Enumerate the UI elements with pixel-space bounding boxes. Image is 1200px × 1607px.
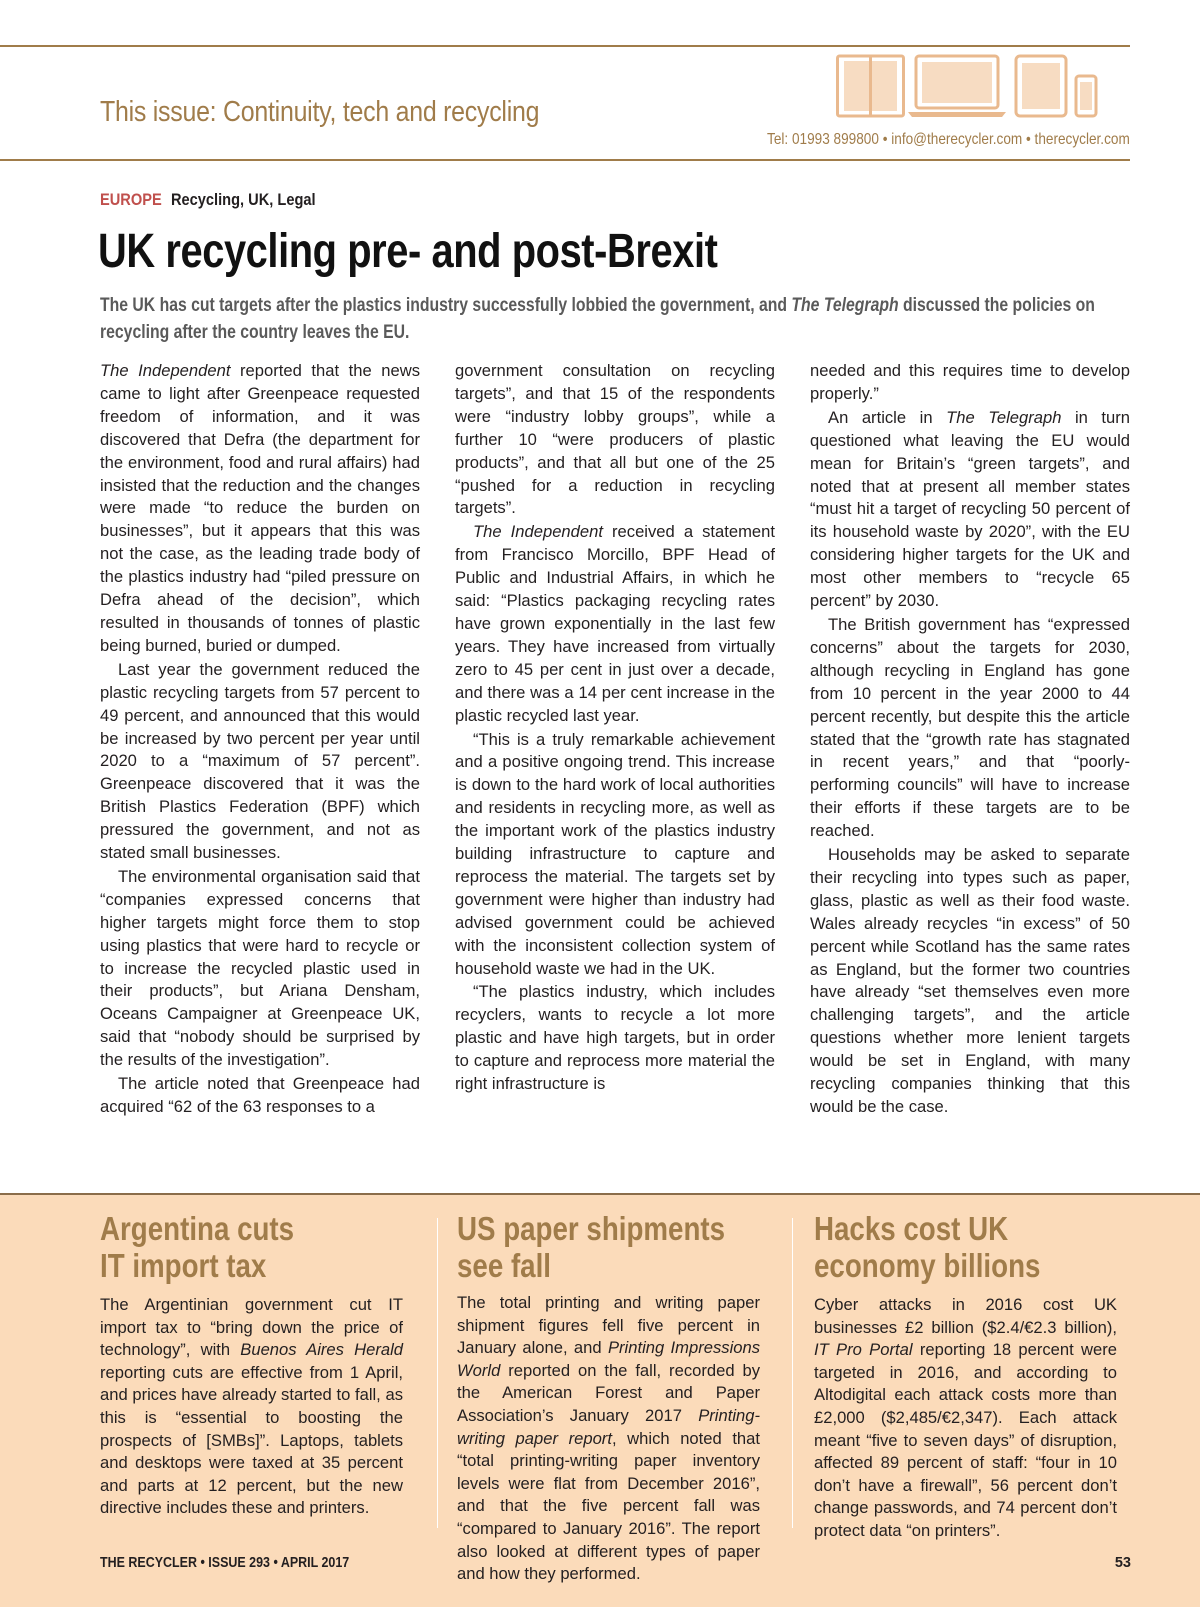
- paragraph: The article noted that Greenpeace had acquired “62 of the 63 responses to a: [100, 1074, 420, 1116]
- publication-name: Printing Impressions World: [457, 1338, 761, 1380]
- brief-argentina: [100, 1210, 403, 1520]
- report-name: Printing-writing paper report: [457, 1405, 760, 1448]
- paragraph: government consultation on recycling targets”, and that 15 of the respondents were “industry lobby groups”, while a further 10 “were producers of plastic products”, and that all but one of the 25 “pushed for a reduction in recycling targets”.: [455, 361, 775, 518]
- article-standfirst: [100, 292, 1138, 346]
- brief-text-part: reporting cuts are effective from 1 April, and prices have already started to fall, as this is “essential to boosting the prospects of [SMBs]”. Laptops, tablets and desktops were taxed at 35 percent and parts at 12 percent, but the new directive includes these and printers.: [100, 1362, 403, 1518]
- article-column-1: [100, 360, 420, 1120]
- publication-name: IT Pro Portal: [814, 1340, 913, 1360]
- brief-us-paper: [457, 1210, 760, 1586]
- paragraph-text: received a statement from Francisco Morcillo, BPF Head of Public and Industrial Affairs, in which he said: “Plastics packaging recycling rates have grown exponentially in the last few years. They have increased from virtually zero to 45 per cent in just over a decade, and there was a 14 per cent increase in the plastic recycled last year.: [455, 522, 775, 725]
- paragraph: The British government has “expressed concerns” about the targets for 2030, although recycling in England has gone from 10 percent in the year 2000 to 44 percent recently, but despite this the article stated that the “growth rate has stagnated in recent years,” and that “poorly-performing councils” will have to increase their efforts if these targets are to be reached.: [810, 614, 1130, 841]
- device-icons: [836, 52, 1116, 120]
- publication-name: The Independent: [473, 522, 603, 542]
- paragraph-text: in turn questioned what leaving the EU would mean for Britain’s “green targets”, and noted that at present all member states “must hit a target of recycling 50 percent of its household waste by 2020”, with the EU considering higher targets for the UK and most other members to “recycle 65 percent” by 2030.: [810, 407, 1131, 611]
- brief-text: [100, 1294, 403, 1520]
- region-label: EUROPE: [100, 190, 162, 209]
- paragraph: [100, 360, 420, 658]
- brief-text-part: The total printing and writing paper shipment figures fell five percent in January alone, and: [457, 1293, 760, 1358]
- article-column-3: [810, 360, 1130, 1120]
- standfirst-publication: The Telegraph: [791, 295, 899, 316]
- publication-name: The Independent: [100, 361, 231, 380]
- brief-text-part: reporting 18 percent were targeted in 2016, and according to Altodigital each attack costs more than £2,000 ($2,485/€2,347). Each attack meant “five to seven days” of disruption, affected 89 percent of staff: “four in 10 don’t have a firewall”, 56 percent don’t change passwords, and 74 percent don’t protect data “on printers”.: [814, 1340, 1117, 1540]
- publication-name: Buenos Aires Herald: [240, 1340, 403, 1360]
- small-phone-icon: [1076, 76, 1096, 116]
- paragraph: needed and this requires time to develop properly.”: [810, 361, 1130, 403]
- brief-text: [457, 1292, 760, 1586]
- header-rule: [0, 159, 1130, 161]
- tablet-icon: [838, 56, 904, 116]
- brief-text-part: The Argentinian government cut IT import tax to “bring down the price of technology”, with: [100, 1295, 403, 1360]
- article-column-2: [455, 360, 775, 1097]
- paragraph: “This is a truly remarkable achievement and a positive ongoing trend. This increase is down to the hard work of local authorities and residents in recycling more, as well as the important work of the plastics industry building infrastructure to capture and reprocess the material. The targets set by government were higher than industry had advised government could be achieved with the inconsistent collection system of household waste we had in the UK.: [455, 729, 775, 978]
- phone-icon: [1016, 56, 1066, 116]
- brief-divider: [437, 1218, 438, 1528]
- article-kicker: [100, 190, 316, 210]
- brief-headline: Hacks cost UK economy billions: [814, 1210, 1041, 1284]
- contact-line: Tel: 01993 899800 • info@therecycler.com • therecycler.com: [767, 131, 1130, 148]
- paragraph: The environmental organisation said that “companies expressed concerns that higher targets might force them to stop using plastics that were hard to recycle or to increase the recycled plastic used in their products”, but Ariana Densham, Oceans Campaigner at Greenpeace UK, said that “nobody should be surprised by the results of the investigation”.: [100, 866, 420, 1070]
- brief-text-part: Cyber attacks in 2016 cost UK businesses £2 billion ($2.4/€2.3 billion),: [814, 1295, 1117, 1337]
- brief-headline: Argentina cuts IT import tax: [100, 1210, 295, 1284]
- publication-name: The Telegraph: [946, 407, 1062, 427]
- paragraph-text: An article in: [828, 407, 947, 427]
- brief-divider: [792, 1218, 793, 1528]
- standfirst-text: The UK has cut targets after the plastics industry successfully lobbied the government, and: [100, 295, 792, 316]
- brief-text: [814, 1294, 1117, 1543]
- paragraph: Households may be asked to separate their recycling into types such as paper, glass, plastic as well as their food waste. Wales already recycles “in excess” of 50 percent while Scotland has the same rates as England, but the former two countries have already “set themselves even more challenging targets”, and the article questions whether more lenient targets would be set in England, with many recycling companies thinking that this would be the case.: [810, 845, 1130, 1116]
- brief-uk-hacks: [814, 1210, 1117, 1543]
- issue-title: This issue: Continuity, tech and recycling: [100, 96, 540, 128]
- paragraph: [810, 407, 1130, 613]
- paragraph: Last year the government reduced the plastic recycling targets from 57 percent to 49 percent, and announced that this would be increased by two percent per year until 2020 to a “maximum of 57 percent”. Greenpeace discovered that it was the British Plastics Federation (BPF) which pressured the government, and not as stated small businesses.: [100, 659, 420, 863]
- footer-publication: THE RECYCLER • ISSUE 293 • APRIL 2017: [100, 1555, 350, 1571]
- paragraph-text: reported that the news came to light after Greenpeace requested freedom of information, and it was discovered that Defra (the department for the environment, food and rural affairs) had insisted that the reduction and the changes were made “to reduce the burden on businesses”, but it appears that this was not the case, as the leading trade body of the plastics industry had “piled pressure on Defra ahead of the decision”, which resulted in thousands of tonnes of plastic being burned, buried or dumped.: [100, 361, 421, 655]
- standfirst-text-end: discussed the policies on recycling after the country leaves the EU.: [100, 295, 1095, 343]
- article-headline: UK recycling pre- and post-Brexit: [98, 225, 718, 278]
- top-rule: [0, 45, 1130, 47]
- laptop-icon: [908, 56, 1006, 117]
- article-tags: Recycling, UK, Legal: [170, 190, 316, 209]
- paragraph: [455, 521, 775, 727]
- page-number: 53: [1114, 1555, 1131, 1571]
- paragraph: “The plastics industry, which includes recyclers, wants to recycle a lot more plastic and have high targets, but in order to capture and reprocess more material the right infrastructure is: [455, 982, 775, 1094]
- brief-text-part: reported on the fall, recorded by the American Forest and Paper Association’s January 2017: [457, 1360, 760, 1425]
- brief-text-part: , which noted that “total printing-writing paper inventory levels were flat from December 2016”, and that the five percent fall was “compared to January 2016”. The report also looked at different types of paper and how they performed.: [457, 1428, 760, 1584]
- brief-headline: US paper shipments see fall: [457, 1210, 726, 1284]
